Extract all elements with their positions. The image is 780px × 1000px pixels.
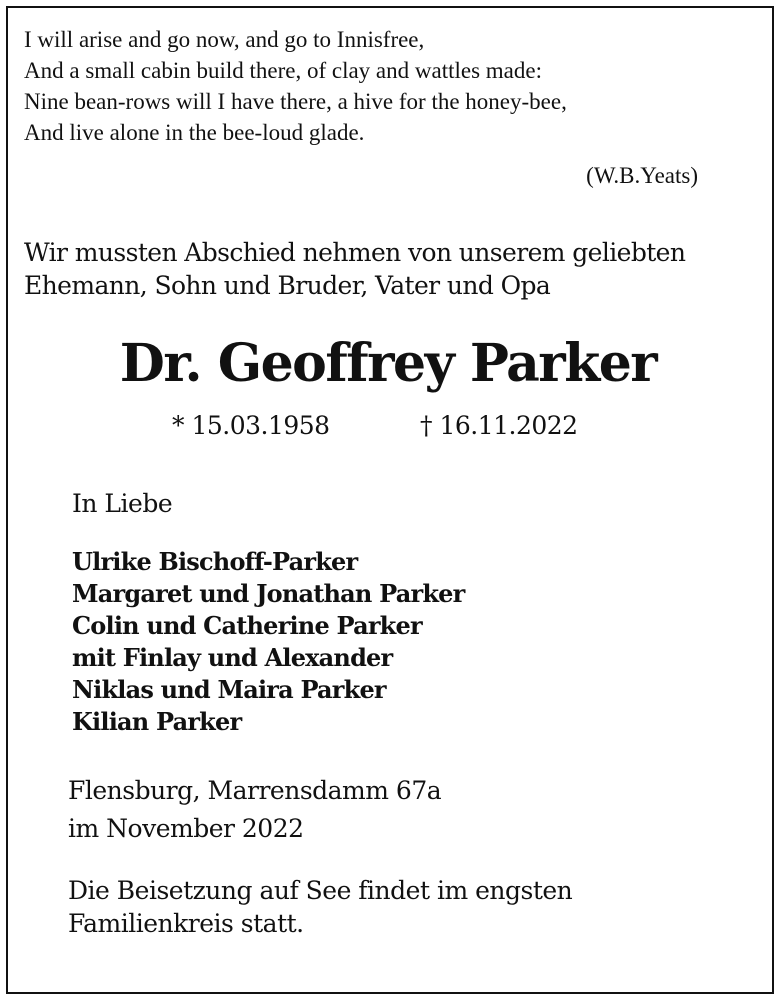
poem-line: Nine bean-rows will I have there, a hive for the honey-bee, <box>24 89 567 114</box>
poem-line: And a small cabin build there, of clay and wattles made: <box>24 58 542 83</box>
mourners-list <box>72 546 464 738</box>
notice-date: im November 2022 <box>68 814 304 843</box>
intro-text <box>24 236 764 302</box>
funeral-line: Die Beisetzung auf See findet im engsten <box>68 876 573 905</box>
funeral-line: Familienkreis statt. <box>68 909 304 938</box>
mourner-name: Colin und Catherine Parker <box>72 611 422 640</box>
funeral-note <box>68 874 572 940</box>
address: Flensburg, Marrensdamm 67a <box>68 776 442 805</box>
poem-line: I will arise and go now, and go to Innisfree, <box>24 27 425 52</box>
mourner-name: mit Finlay und Alexander <box>72 643 393 672</box>
death-date: † 16.11.2022 <box>420 411 578 440</box>
birth-date: * 15.03.1958 <box>172 411 330 440</box>
mourner-name: Margaret und Jonathan Parker <box>72 579 465 608</box>
intro-line: Ehemann, Sohn und Bruder, Vater und Opa <box>24 271 551 300</box>
poem <box>24 24 744 148</box>
deceased-name: Dr. Geoffrey Parker <box>119 333 657 394</box>
poem-line: And live alone in the bee-loud glade. <box>24 120 365 145</box>
mourners-heading: In Liebe <box>72 489 173 518</box>
mourner-name: Ulrike Bischoff-Parker <box>72 547 358 576</box>
intro-line: Wir mussten Abschied nehmen von unserem geliebten <box>24 238 686 267</box>
poem-attribution: (W.B.Yeats) <box>586 163 698 188</box>
location-block <box>68 772 441 848</box>
mourner-name: Kilian Parker <box>72 707 242 736</box>
mourner-name: Niklas und Maira Parker <box>72 675 386 704</box>
